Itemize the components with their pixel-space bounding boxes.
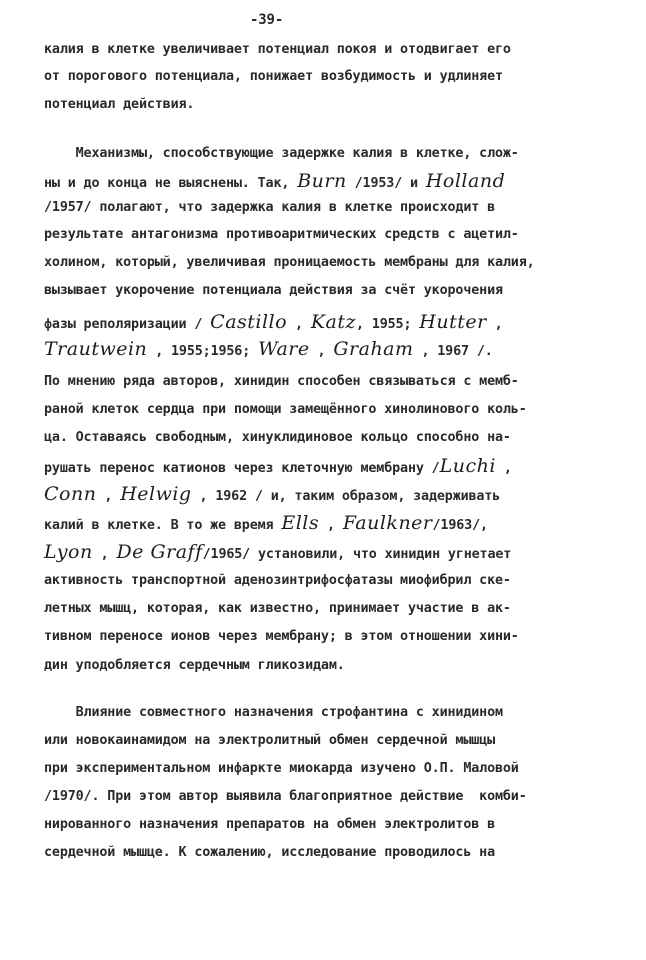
handwritten-name: Faulkner — [342, 512, 433, 534]
handwritten-name: Hutter — [419, 311, 487, 333]
typed-text: фазы реполяризации / — [44, 317, 211, 332]
text-line — [44, 372, 519, 394]
typed-text: результате антагонизма противоаритмических средств с ацетил- — [44, 227, 519, 242]
handwritten-name: Helwig — [120, 483, 192, 505]
text-line — [44, 95, 194, 117]
typed-text: калий в клетке. В то же время — [44, 518, 282, 533]
handwritten-name: Castillo — [210, 311, 288, 333]
typed-text: летных мышц, которая, как известно, принимает участие в ак- — [44, 601, 511, 616]
typed-text: ны и до конца не выяснены. Так, — [44, 176, 298, 191]
typed-text: /1970/. При этом автор выявила благоприятное действие комби- — [44, 789, 527, 804]
typed-text: По мнению ряда авторов, хинидин способен связываться с мемб- — [44, 374, 519, 389]
typed-text: , — [486, 317, 503, 332]
handwritten-name: Holland — [425, 170, 506, 192]
typed-text: потенциал действия. — [44, 97, 195, 112]
typed-text: , — [92, 547, 117, 562]
typed-text: /1965/ установили, что хинидин угнетает — [202, 547, 512, 562]
text-line — [44, 40, 511, 62]
typed-text: Влияние совместного назначения строфантина с хинидином — [44, 705, 503, 720]
typed-text: холином, который, увеличивая проницаемость мембраны для калия, — [44, 255, 535, 270]
typed-text: /1963/, — [432, 518, 488, 533]
typed-text: , — [309, 344, 334, 359]
handwritten-name: Lyon — [44, 541, 93, 563]
typed-text: или новокаинамидом на электролитный обмен сердечной мышцы — [44, 733, 495, 748]
typed-text: раной клеток сердца при помощи замещённого хинолинового коль- — [44, 402, 527, 417]
text-line — [44, 198, 495, 220]
typed-text: /1957/ полагают, что задержка калия в клетке происходит в — [44, 200, 495, 215]
text-line — [44, 456, 512, 478]
text-line — [44, 759, 519, 781]
handwritten-name: Ware — [258, 338, 310, 360]
text-line — [44, 656, 345, 678]
typed-text: , — [96, 489, 121, 504]
typed-text: Механизмы, способствующие задержке калия в клетке, слож- — [44, 146, 519, 161]
handwritten-name: Conn — [44, 483, 97, 505]
text-line — [44, 571, 511, 593]
typed-text: рушать перенос катионов через клеточную мембрану / — [44, 461, 440, 476]
text-line — [44, 67, 503, 89]
typed-text: /1953/ и — [346, 176, 426, 191]
text-line — [44, 542, 511, 564]
text-line — [44, 599, 511, 621]
text-line — [44, 513, 488, 535]
typed-text: ца. Оставаясь свободным, хинуклидиновое кольцо способно на- — [44, 430, 511, 445]
typed-text: дин уподобляется сердечным гликозидам. — [44, 658, 345, 673]
typed-text: , 1962 / и, таким образом, задерживать — [191, 489, 501, 504]
typed-text: , 1955; — [356, 317, 420, 332]
text-line — [44, 253, 535, 275]
typed-text: активность транспортной аденозинтрифосфатазы миофибрил ске- — [44, 573, 511, 588]
handwritten-name: Trautwein — [44, 338, 148, 360]
text-line — [44, 731, 495, 753]
typed-text: , — [287, 317, 311, 332]
typed-text: , — [319, 518, 343, 533]
text-line — [44, 428, 511, 450]
typed-text: , 1967 /. — [413, 344, 493, 359]
text-line — [44, 815, 495, 837]
handwritten-name: De Graff — [116, 541, 203, 563]
typed-text: сердечной мышце. К сожалению, исследование проводилось на — [44, 845, 495, 860]
text-line — [44, 312, 503, 334]
typed-text: калия в клетке увеличивает потенциал покоя и отодвигает его — [44, 42, 511, 57]
text-line — [44, 843, 495, 865]
typed-text: тивном переносе ионов через мембрану; в этом отношении хини- — [44, 629, 519, 644]
typed-text: от порогового потенциала, понижает возбудимость и удлиняет — [44, 69, 503, 84]
text-line — [44, 281, 503, 303]
typed-text: нированного назначения препаратов на обмен электролитов в — [44, 817, 495, 832]
page-number: -39- — [250, 12, 284, 28]
typed-text: вызывает укорочение потенциала действия за счёт укорочения — [44, 283, 503, 298]
typed-text: , — [495, 461, 512, 476]
text-line — [44, 171, 505, 193]
text-line — [44, 339, 493, 361]
text-line — [44, 627, 519, 649]
handwritten-name: Katz — [310, 311, 356, 333]
text-line — [44, 400, 527, 422]
handwritten-name: Ells — [281, 512, 320, 534]
text-line — [44, 144, 519, 166]
text-line — [44, 703, 503, 725]
typed-text: , 1955;1956; — [147, 344, 259, 359]
handwritten-name: Graham — [333, 338, 414, 360]
text-line — [44, 484, 500, 506]
text-line — [44, 225, 519, 247]
handwritten-name: Burn — [297, 170, 347, 192]
handwritten-name: Luchi — [439, 455, 496, 477]
text-line — [44, 787, 527, 809]
typed-text: при экспериментальном инфаркте миокарда изучено О.П. Маловой — [44, 761, 519, 776]
